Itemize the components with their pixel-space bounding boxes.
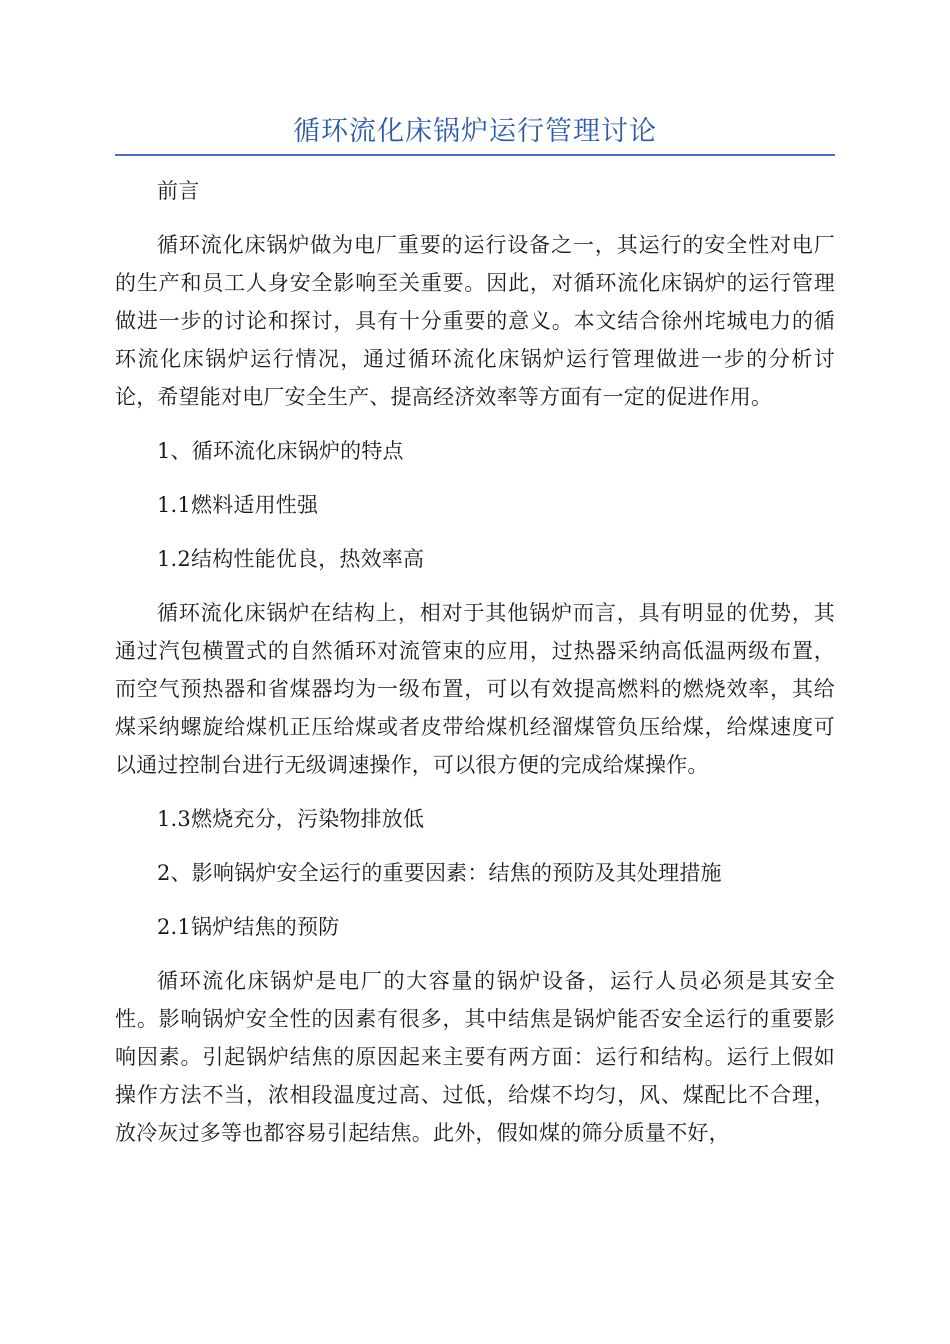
- section-heading-1-3: 1.3燃烧充分，污染物排放低: [157, 807, 425, 831]
- section-heading-1: 1、循环流化床锅炉的特点: [157, 439, 404, 463]
- document-title: 循环流化床锅炉运行管理讨论: [293, 116, 657, 147]
- title-divider: [115, 154, 835, 156]
- section-heading-preface: 前言: [157, 179, 200, 203]
- section-heading-2: 2、影响锅炉安全运行的重要因素：结焦的预防及其处理措施: [157, 861, 722, 885]
- section-heading-2-1: 2.1锅炉结焦的预防: [157, 915, 340, 939]
- section-heading-1-2: 1.2结构性能优良，热效率高: [157, 547, 425, 571]
- section-heading-1-1: 1.1燃料适用性强: [157, 493, 319, 517]
- paragraph-intro: 循环流化床锅炉做为电厂重要的运行设备之一，其运行的安全性对电厂的生产和员工人身安全影响至关重要。因此，对循环流化床锅炉的运行管理做进一步的讨论和探讨，具有十分重要的意义。本文结合徐州垞城电力的循环流化床锅炉运行情况，通过循环流化床锅炉运行管理做进一步的分析讨论，希望能对电厂安全生产、提高经济效率等方面有一定的促进作用。: [115, 233, 835, 409]
- document-body: [115, 172, 835, 1168]
- paragraph-structure: 循环流化床锅炉在结构上，相对于其他锅炉而言，具有明显的优势，其通过汽包横置式的自然循环对流管束的应用，过热器采纳高低温两级布置，而空气预热器和省煤器均为一级布置，可以有效提高燃料的燃烧效率，其给煤采纳螺旋给煤机正压给煤或者皮带给煤机经溜煤管负压给煤，给煤速度可以通过控制台进行无级调速操作，可以很方便的完成给煤操作。: [115, 601, 835, 777]
- paragraph-coking: 循环流化床锅炉是电厂的大容量的锅炉设备，运行人员必须是其安全性。影响锅炉安全性的因素有很多，其中结焦是锅炉能否安全运行的重要影响因素。引起锅炉结焦的原因起来主要有两方面：运行和结构。运行上假如操作方法不当，浓相段温度过高、过低，给煤不均匀，风、煤配比不合理，放冷灰过多等也都容易引起结焦。此外，假如煤的筛分质量不好，: [115, 969, 835, 1145]
